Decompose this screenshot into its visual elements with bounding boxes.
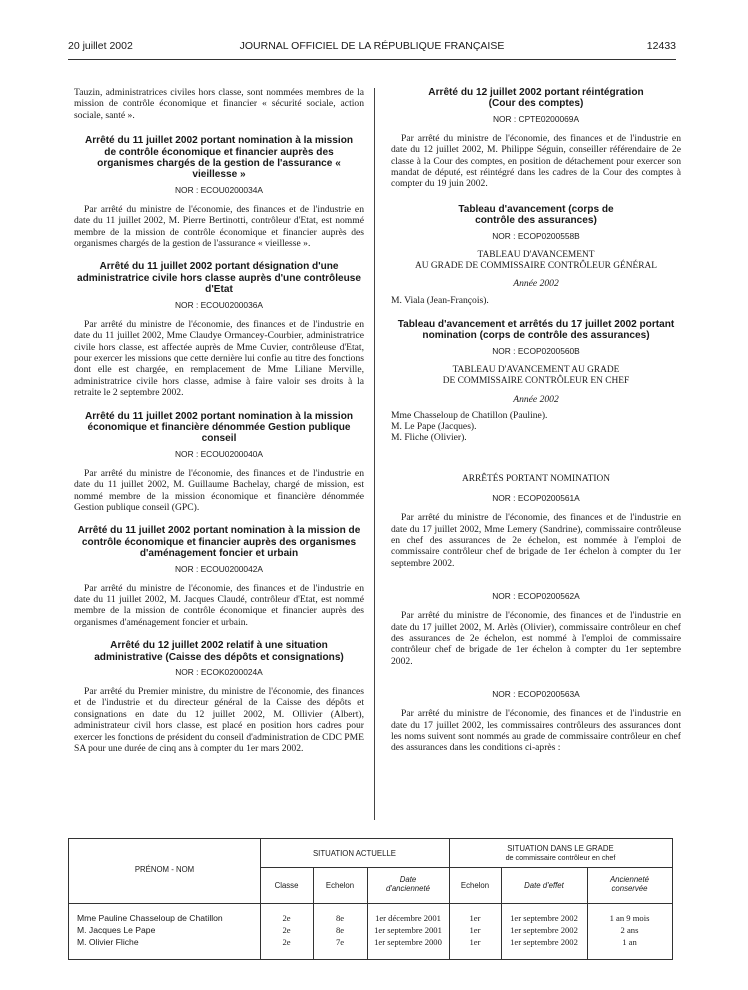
article-title: Arrêté du 11 juillet 2002 portant désignation d'une administratrice civile hors classe auprès d'une contrôleuse d'Etat [76,261,361,296]
page-header [68,40,676,56]
header-date-sub: d'ancienneté [386,884,430,893]
nor-reference: NOR : ECOP0200561A [492,493,580,504]
person-name: Mme Chasseloup de Chatillon (Pauline). [391,409,548,421]
table-cell-name: M. Jacques Le Pape [77,925,156,935]
nor-reference: NOR : ECOU0200040A [175,448,263,459]
header-date: 20 juillet 2002 [68,40,133,52]
nor-reference: NOR : CPTE0200069A [492,113,580,124]
table-cell-echelon: 7e [335,937,345,947]
table-cell-echelon2: 1er [469,925,481,935]
table-cell-name: Mme Pauline Chasseloup de Chatillon [77,913,223,923]
table-cell-effet: 1er septembre 2002 [510,937,578,947]
table-cell-date: 1er décembre 2001 [375,913,441,923]
table-cell-anciennete: 1 an 9 mois [609,913,650,923]
person-name: M. Le Pape (Jacques). [391,420,477,432]
article-body: Par arrêté du ministre de l'économie, des finances et de l'industrie en date du 17 juillet 2002, M. Arlès (Olivier), commissaire contrôleur en chef des assurances de 2e échelon, est nommé à l'emploi de commissaire contrôleur chef de brigade de 1er échelon à compter du 1er septembre 2002. [391,610,681,667]
table-hline [260,867,672,868]
header-rule [68,59,676,60]
article-title: Arrêté du 12 juillet 2002 relatif à une situation administrative (Caisse des dépôts et consignations) [94,640,344,663]
table-cell-anciennete: 1 an [622,937,637,947]
article-body: Par arrêté du ministre de l'économie, des finances et de l'industrie en date du 17 juillet 2002, les commissaires contrôleurs des assurances dont les noms suivent sont nommés au grade de commissaire contrôleur en chef des assurances dans les conditions ci-après : [391,708,681,754]
table-cell-anciennete: 2 ans [620,925,639,935]
header-date: Date [399,875,417,884]
section-caps: TABLEAU D'AVANCEMENT [477,249,595,260]
header-echelon2: Echelon [460,881,490,890]
header-date-effet: Date d'effet [524,881,564,890]
column-separator [374,88,375,820]
article-body: Par arrêté du ministre de l'économie, des finances et de l'industrie en date du 17 juillet 2002, Mme Lemery (Sandrine), commissaire contrôleuse en chef des assurances de 2e échelon, est nommée à l'emploi de commissaire contrôleur chef de brigade de 1er échelon à compter du 1er septembre 2002. [391,512,681,569]
header-anciennete-sub: conservée [611,884,648,893]
table-cell-echelon2: 1er [469,913,481,923]
article-body: Par arrêté du ministre de l'économie, des finances et de l'industrie en date du 11 juillet 2002, M. Guillaume Bachelay, chargé de mission, est nommé membre de la mission économique et financière dénommée Gestion publique conseil (GPC). [74,467,364,513]
page-number: 12433 [646,40,676,52]
table-cell-echelon: 8e [335,925,345,935]
nor-reference: NOR : ECOU0200042A [175,563,263,574]
article-body: Par arrêté du ministre de l'économie, des finances et de l'industrie en date du 11 juillet 2002, Mme Claudye Ormancey-Courbier, administratrice civile hors classe, est affectée auprès de Mme Cuvier, contrôleuse d'Etat, pour exercer les missions que cette dernière lui confie au titre des fonctions dont elle est chargée, en remplacement de Mme Liliane Merville, administratrice civile hors classe, admise à faire valoir ses droits à la retraite le 2 septembre 2002. [74,318,364,399]
section-caps: ARRÊTÉS PORTANT NOMINATION [462,473,610,484]
right-column [391,87,681,754]
article-body: Par arrêté du ministre de l'économie, des finances et de l'industrie en date du 12 juillet 2002, M. Philippe Séguin, conseiller référendaire de 2e classe à la Cour des comptes, en position de détachement pour exercer son mandat de député, est réintégré dans les cadres de la Cour des comptes à compter du 19 juin 2002. [391,132,681,190]
nor-reference: NOR : ECOU0200034A [175,184,263,195]
table-cell-date: 1er septembre 2000 [374,937,442,947]
table-cell-classe: 2e [282,937,291,947]
table-cell-echelon2: 1er [469,937,481,947]
section-caps: AU GRADE DE COMMISSAIRE CONTRÔLEUR GÉNÉRAL [415,261,657,272]
article-title: Arrêté du 11 juillet 2002 portant nomination à la mission de contrôle économique et financier auprès des organismes d'aménagement foncier et urbain [77,525,361,560]
header-anciennete: Ancienneté [609,875,649,884]
nor-reference: NOR : ECOU0200036A [175,299,263,310]
header-name: PRÉNOM - NOM [134,865,195,874]
article-title: Tableau d'avancement (corps de contrôle des assurances) [458,203,614,227]
article-title: Arrêté du 11 juillet 2002 portant nomination à la mission économique et financière dénommée Gestion publique conseil [84,410,354,445]
journal-title: JOURNAL OFFICIEL DE LA RÉPUBLIQUE FRANÇAISE [239,40,505,52]
nor-reference: NOR : ECOK0200024A [175,667,263,678]
article-body: Par arrêté du ministre de l'économie, des finances et de l'industrie en date du 11 juillet 2002, M. Jacques Claudé, contrôleur d'Etat, est nommé membre de la mission de contrôle économique et financier auprès des organismes d'aménagement foncier et urbain. [74,582,364,628]
table-cell-effet: 1er septembre 2002 [510,913,578,923]
person-name: M. Viala (Jean-François). [391,295,489,307]
nor-reference: NOR : ECOP0200558B [492,230,580,241]
person-name: M. Fliche (Olivier). [391,432,467,444]
header-classe: Classe [274,881,299,890]
year-label: Année 2002 [513,393,559,405]
article-body: Par arrêté du ministre de l'économie, des finances et de l'industrie en date du 11 juillet 2002, M. Pierre Bertinotti, contrôleur d'Etat, est nommé membre de la mission de contrôle économique et financier auprès des organismes chargés de la gestion de l'assurance « vieillesse ». [74,203,364,250]
table-cell-name: M. Olivier Fliche [77,937,139,947]
article-title: Arrêté du 11 juillet 2002 portant nomination à la mission de contrôle économique et financier auprès des organismes chargés de la gestion de l'assurance « vieillesse » [84,135,354,181]
year-label: Année 2002 [513,278,559,290]
nor-reference: NOR : ECOP0200563A [492,689,580,700]
intro-text: Tauzin, administratrices civiles hors classe, sont nommées membres de la mission de contrôle économique et financier « sécurité sociale, action sociale, santé ». [74,87,364,121]
nor-reference: NOR : ECOP0200562A [492,591,580,602]
nomination-table [68,838,673,960]
nor-reference: NOR : ECOP0200560B [492,345,580,356]
table-cell-effet: 1er septembre 2002 [510,925,578,935]
header-situation-grade: SITUATION DANS LE GRADE [507,844,614,853]
table-hline [69,903,672,904]
header-echelon: Echelon [325,881,355,890]
left-column [74,87,364,754]
header-situation-actuelle: SITUATION ACTUELLE [312,849,397,858]
header-situation-grade-sub: de commissaire contrôleur en chef [505,853,616,862]
article-title: Tableau d'avancement et arrêtés du 17 juillet 2002 portant nomination (corps de contrôle des assurances) [397,318,675,342]
section-caps: DE COMMISSAIRE CONTRÔLEUR EN CHEF [442,376,630,387]
table-cell-echelon: 8e [335,913,345,923]
table-cell-classe: 2e [282,925,291,935]
table-cell-classe: 2e [282,913,291,923]
table-cell-date: 1er septembre 2001 [374,925,442,935]
article-body: Par arrêté du Premier ministre, du ministre de l'économie, des finances et de l'industrie et du directeur général de la Caisse des dépôts et consignations en date du 12 juillet 2002, M. Ollivier (Albert), administrateur civil hors classe, est placé en position hors cadres pour exercer les fonctions de président du conseil d'administration de CDC PME SA pour une durée de cinq ans à compter du 1er mars 2002. [74,686,365,755]
article-title: Arrêté du 12 juillet 2002 portant réintégration (Cour des comptes) [428,87,644,110]
section-caps: TABLEAU D'AVANCEMENT AU GRADE [452,364,620,375]
